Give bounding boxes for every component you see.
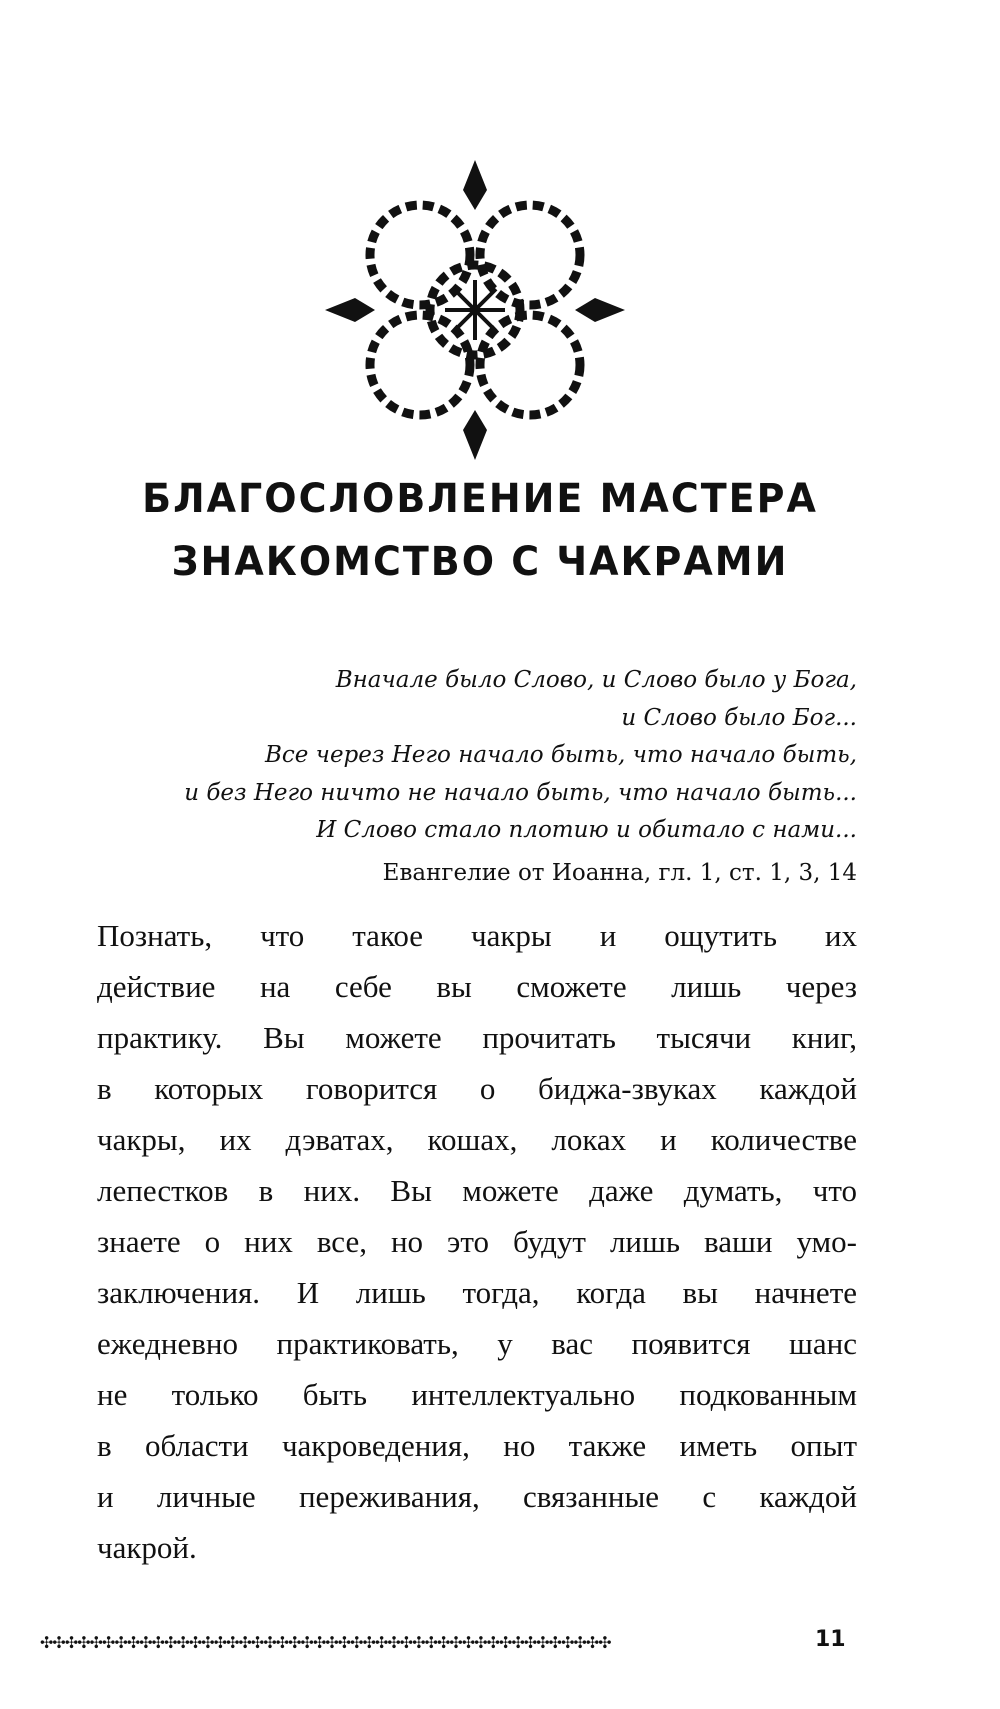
body-paragraph [97,910,857,1573]
epigraph-line: И Слово стало плотию и обитало с нами... [316,817,857,843]
epigraph-line: Вначале было Слово, и Слово было у Бога, [335,667,857,693]
epigraph-attribution: Евангелие от Иоанна, гл. 1, ст. 1, 3, 14 [382,860,857,886]
body-line: заключения. И лишь тогда, когда вы начнете [97,1275,857,1310]
epigraph-line: и без Него ничто не начало быть, что начало быть... [184,779,857,806]
body-line: чакрой. [97,1530,197,1565]
body-line: в которых говорится о биджа-звуках каждой [97,1071,857,1106]
epigraph-line: Все через Него начало быть, что начало быть, [264,742,857,768]
body-line: в области чакроведения, но также иметь опыт [97,1428,857,1463]
body-line: не только быть интеллектуально подкованным [97,1377,857,1412]
chapter-title-line-2: ЗНАКОМСТВО С ЧАКРАМИ [171,538,789,585]
body-line: Познать, что такое чакры и ощутить их [97,918,857,953]
body-line: действие на себе вы сможете лишь через [97,969,857,1004]
body-line: лепестков в них. Вы можете даже думать, что [97,1173,857,1208]
page-number: 11 [815,1627,846,1652]
body-line: чакры, их дэватах, кошах, локах и количестве [97,1122,857,1157]
decorative-footer-rule: ✣✣✣✣✣✣✣✣✣✣✣✣✣✣✣✣✣✣✣✣✣✣✣✣✣✣✣✣✣✣✣✣✣✣✣✣✣✣✣✣✣✣✣✣✣✣ [40,1633,611,1652]
body-line: знаете о них все, но это будут лишь ваши умо- [97,1224,857,1259]
ornament-icon [325,160,625,460]
chapter-title-line-1: БЛАГОСЛОВЛЕНИЕ МАСТЕРА [142,475,818,522]
epigraph-line: и Слово было Бог... [621,704,857,731]
body-line: ежедневно практиковать, у вас появится шанс [97,1326,857,1361]
chapter-title [0,467,1000,593]
body-line: и личные переживания, связанные с каждой [97,1479,857,1514]
body-line: практику. Вы можете прочитать тысячи книг, [97,1020,857,1055]
epigraph [184,662,857,850]
